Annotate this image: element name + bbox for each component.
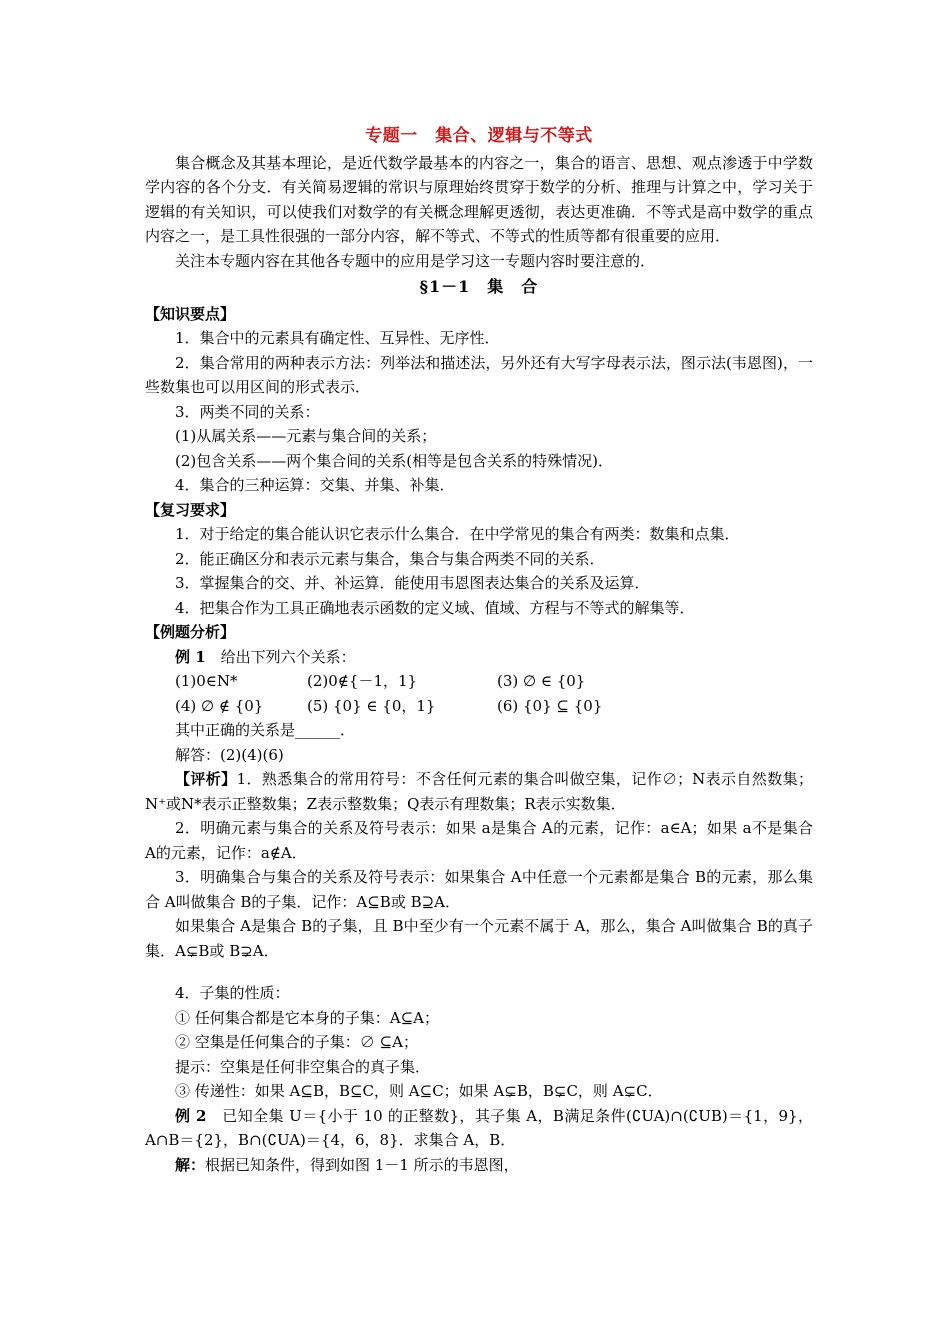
example-1-answer: 解答：(2)(4)(6) (175, 745, 284, 764)
example-1-question: 其中正确的关系是______． (175, 721, 356, 739)
solution-label: 解： (175, 1155, 206, 1174)
option-1: (1)0∈N* (175, 672, 238, 690)
spacer (145, 963, 813, 981)
example-1-options-row-2 (145, 694, 813, 719)
knowledge-item: (2)包含关系——两个集合间的关系(相等是包含关系的特殊情况)． (175, 451, 613, 470)
comment-1-text: 1．熟悉集合的常用符号：不含任何元素的集合叫做空集，记作∅；N表示自然数集；N⁺或N*表示正整数集；Z表示整数集；Q表示有理数集；R表示实数集． (145, 770, 813, 813)
knowledge-item: 1．集合中的元素具有确定性、互异性、无序性． (175, 329, 500, 347)
knowledge-heading: 【知识要点】 (145, 304, 236, 323)
review-heading: 【复习要求】 (145, 500, 236, 519)
review-item: 4．把集合作为工具正确地表示函数的定义域、值域、方程与不等式的解集等． (175, 598, 695, 617)
subset-property-1: ① 任何集合都是它本身的子集：A⊆A； (175, 1008, 440, 1027)
knowledge-item: (1)从属关系——元素与集合间的关系； (175, 427, 437, 445)
review-item: 1．对于给定的集合能认识它表示什么集合．在中学常见的集合有两类：数集和点集． (175, 525, 740, 543)
review-item: 3．掌握集合的交、并、补运算．能使用韦恩图表达集合的关系及运算． (175, 574, 650, 592)
example-2-label: 例 2 (175, 1106, 207, 1125)
example-2-text: 已知全集 U＝{小于 10 的正整数}，其子集 A，B满足条件(∁UA)∩(∁UB)＝{1，9}，A∩B＝{2}，B∩(∁UA)＝{4，6，8}．求集合 A，B． (145, 1106, 813, 1149)
subset-properties-title: 4．子集的性质： (175, 984, 290, 1002)
review-item: 2．能正确区分和表示元素与集合，集合与集合两类不同的关系． (175, 549, 605, 568)
knowledge-item: 2．集合常用的两种表示方法：列举法和描述法，另外还有大写字母表示法，图示法(韦恩图)，一些数集也可以用区间的形式表示． (145, 353, 813, 396)
page-title: 专题一 集合、逻辑与不等式 (365, 126, 593, 146)
example-1-stem (145, 645, 813, 670)
intro-paragraph-2: 关注本专题内容在其他各专题中的应用是学习这一专题内容时要注意的． (175, 251, 656, 270)
solution (145, 1153, 813, 1178)
examples-heading: 【例题分析】 (145, 623, 236, 641)
option-3: (3) ∅ ∈ {0} (497, 672, 586, 690)
document-page (145, 122, 813, 1177)
example-1-text: 给出下列六个关系： (205, 647, 356, 666)
example-1-options-row-1 (145, 669, 813, 694)
comment-4: 如果集合 A是集合 B的子集，且 B中至少有一个元素不属于 A，那么，集合 A叫做集合 B的真子集．A⊊B或 B⊋A． (145, 917, 813, 960)
example-1-label: 例 1 (175, 647, 206, 666)
comment-2: 2．明确元素与集合的关系及符号表示：如果 a是集合 A的元素，记作：a∈A；如果 a不是集合 A的元素，记作：a∉A． (145, 819, 813, 862)
comment-label: 【评析】 (175, 770, 237, 788)
example-2 (145, 1104, 813, 1153)
comment-3: 3．明确集合与集合的关系及符号表示：如果集合 A中任意一个元素都是集合 B的元素，那么集合 A叫做集合 B的子集．记作：A⊆B或 B⊇A． (145, 868, 813, 911)
knowledge-item: 3．两类不同的关系： (175, 402, 320, 421)
option-4: (4) ∅ ∉ {0} (175, 696, 264, 715)
section-heading: §1－1 集 合 (419, 277, 539, 296)
subset-property-2: ② 空集是任何集合的子集：∅ ⊆A； (175, 1033, 418, 1051)
option-5: (5) {0} ∈ {0，1} (307, 696, 436, 715)
solution-text: 根据已知条件，得到如图 1－1 所示的韦恩图， (205, 1155, 519, 1174)
subset-property-3: ③ 传递性：如果 A⊆B，B⊆C，则 A⊆C；如果 A⊊B，B⊊C，则 A⊊C． (175, 1082, 663, 1100)
knowledge-item: 4．集合的三种运算：交集、并集、补集． (175, 476, 455, 494)
intro-paragraph-1: 集合概念及其基本理论，是近代数学最基本的内容之一，集合的语言、思想、观点渗透于中学数学内容的各个分支．有关简易逻辑的常识与原理始终贯穿于数学的分析、推理与计算之中，学习关于逻辑的有关知识，可以使我们对数学的有关概念理解更透彻，表达更准确．不等式是高中数学的重点内容之一，是工具性很强的一部分内容，解不等式、不等式的性质等都有很重要的应用． (145, 153, 813, 245)
option-2: (2)0∉{－1，1} (307, 672, 418, 690)
option-6: (6) {0} ⊆ {0} (497, 696, 603, 715)
subset-hint: 提示：空集是任何非空集合的真子集． (175, 1057, 431, 1076)
comment-1 (145, 767, 813, 816)
